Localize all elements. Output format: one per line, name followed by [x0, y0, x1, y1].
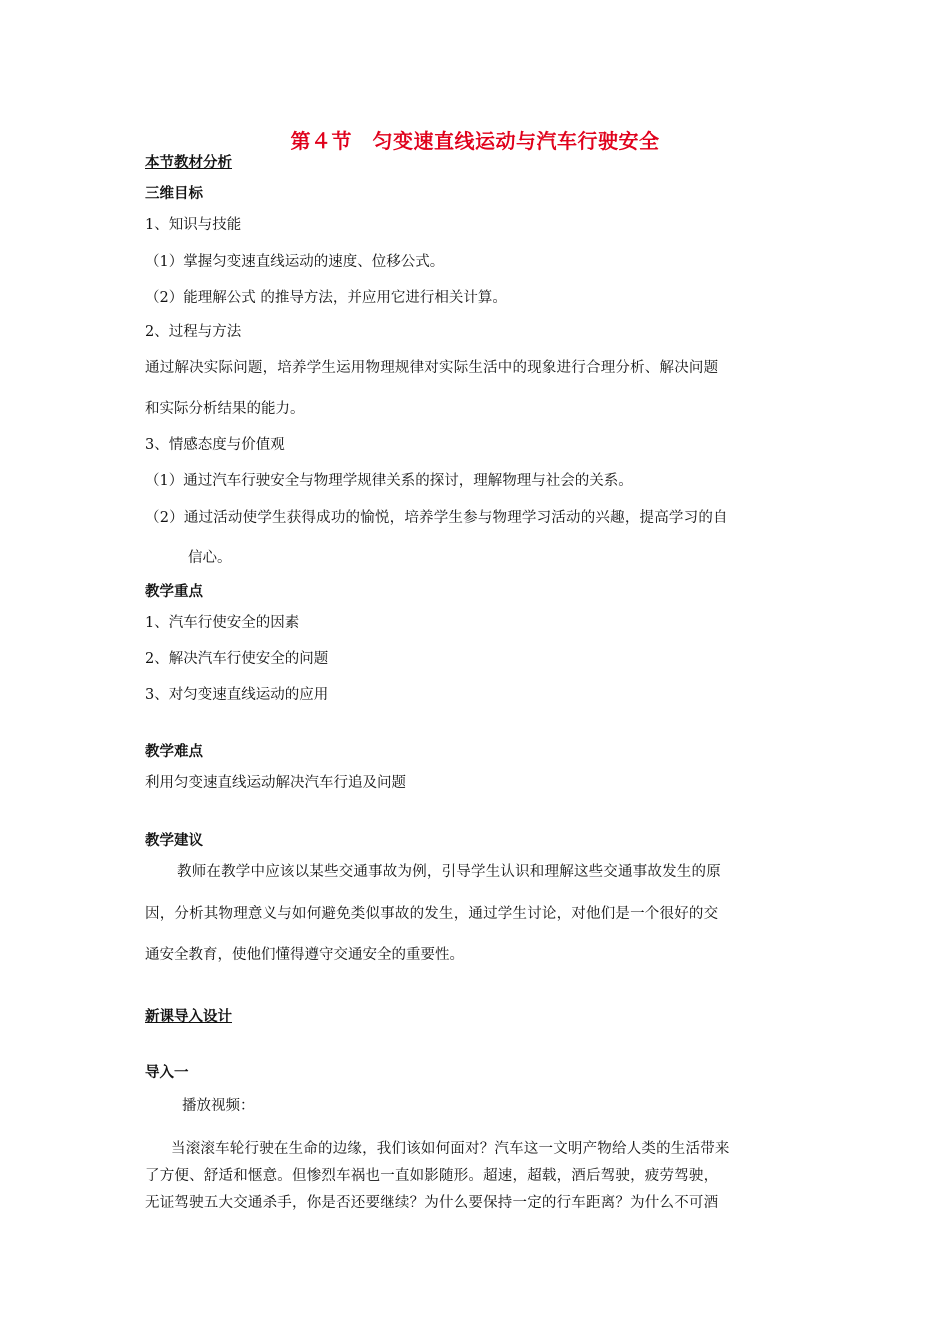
- intro-paragraph-line-2: 了方便、舒适和惬意。但惨烈车祸也一直如影随形。超速，超载，酒后驾驶，疲劳驾驶，: [145, 1168, 719, 1184]
- key-point-3: 3、对匀变速直线运动的应用: [145, 687, 329, 703]
- knowledge-item-1: （1）掌握匀变速直线运动的速度、位移公式。: [145, 254, 445, 270]
- key-point-2: 2、解决汽车行使安全的问题: [145, 651, 329, 667]
- intro-one-heading: 导入一: [145, 1065, 189, 1081]
- suggestion-line-1: 教师在教学中应该以某些交通事故为例，引导学生认识和理解这些交通事故发生的原: [177, 864, 721, 880]
- emotion-item-1: （1）通过汽车行驶安全与物理学规律关系的探讨，理解物理与社会的关系。: [145, 473, 633, 489]
- three-dim-goals-heading: 三维目标: [145, 186, 203, 202]
- suggestion-line-2: 因，分析其物理意义与如何避免类似事故的发生，通过学生讨论，对他们是一个很好的交: [145, 906, 719, 922]
- difficulty-text: 利用匀变速直线运动解决汽车行追及问题: [145, 775, 406, 791]
- new-lesson-heading: 新课导入设计: [145, 1009, 232, 1025]
- difficulty-heading: 教学难点: [145, 744, 203, 760]
- suggestion-heading: 教学建议: [145, 833, 203, 849]
- process-text-line-2: 和实际分析结果的能力。: [145, 401, 305, 417]
- process-text-line-1: 通过解决实际问题，培养学生运用物理规律对实际生活中的现象进行合理分析、解决问题: [145, 360, 719, 376]
- knowledge-skills-label: 1、知识与技能: [145, 217, 242, 233]
- key-points-heading: 教学重点: [145, 584, 203, 600]
- play-video-label: 播放视频：: [182, 1098, 255, 1114]
- emotion-item-2-line-1: （2）通过活动使学生获得成功的愉悦，培养学生参与物理学习活动的兴趣，提高学习的自: [145, 510, 728, 526]
- page-title: 第４节 匀变速直线运动与汽车行驶安全: [290, 129, 660, 153]
- emotion-values-label: 3、情感态度与价值观: [145, 437, 285, 453]
- intro-paragraph-line-3: 无证驾驶五大交通杀手，你是否还要继续？为什么要保持一定的行车距离？为什么不可酒: [145, 1195, 719, 1211]
- intro-paragraph-line-1: 当滚滚车轮行驶在生命的边缘，我们该如何面对？汽车这一文明产物给人类的生活带来: [171, 1141, 730, 1157]
- section-analysis-heading: 本节教材分析: [145, 155, 232, 171]
- emotion-item-2-line-2: 信心。: [188, 550, 232, 566]
- knowledge-item-2: （2）能理解公式 的推导方法，并应用它进行相关计算。: [145, 290, 507, 306]
- process-method-label: 2、过程与方法: [145, 324, 242, 340]
- suggestion-line-3: 通安全教育，使他们懂得遵守交通安全的重要性。: [145, 947, 464, 963]
- key-point-1: 1、汽车行使安全的因素: [145, 615, 300, 631]
